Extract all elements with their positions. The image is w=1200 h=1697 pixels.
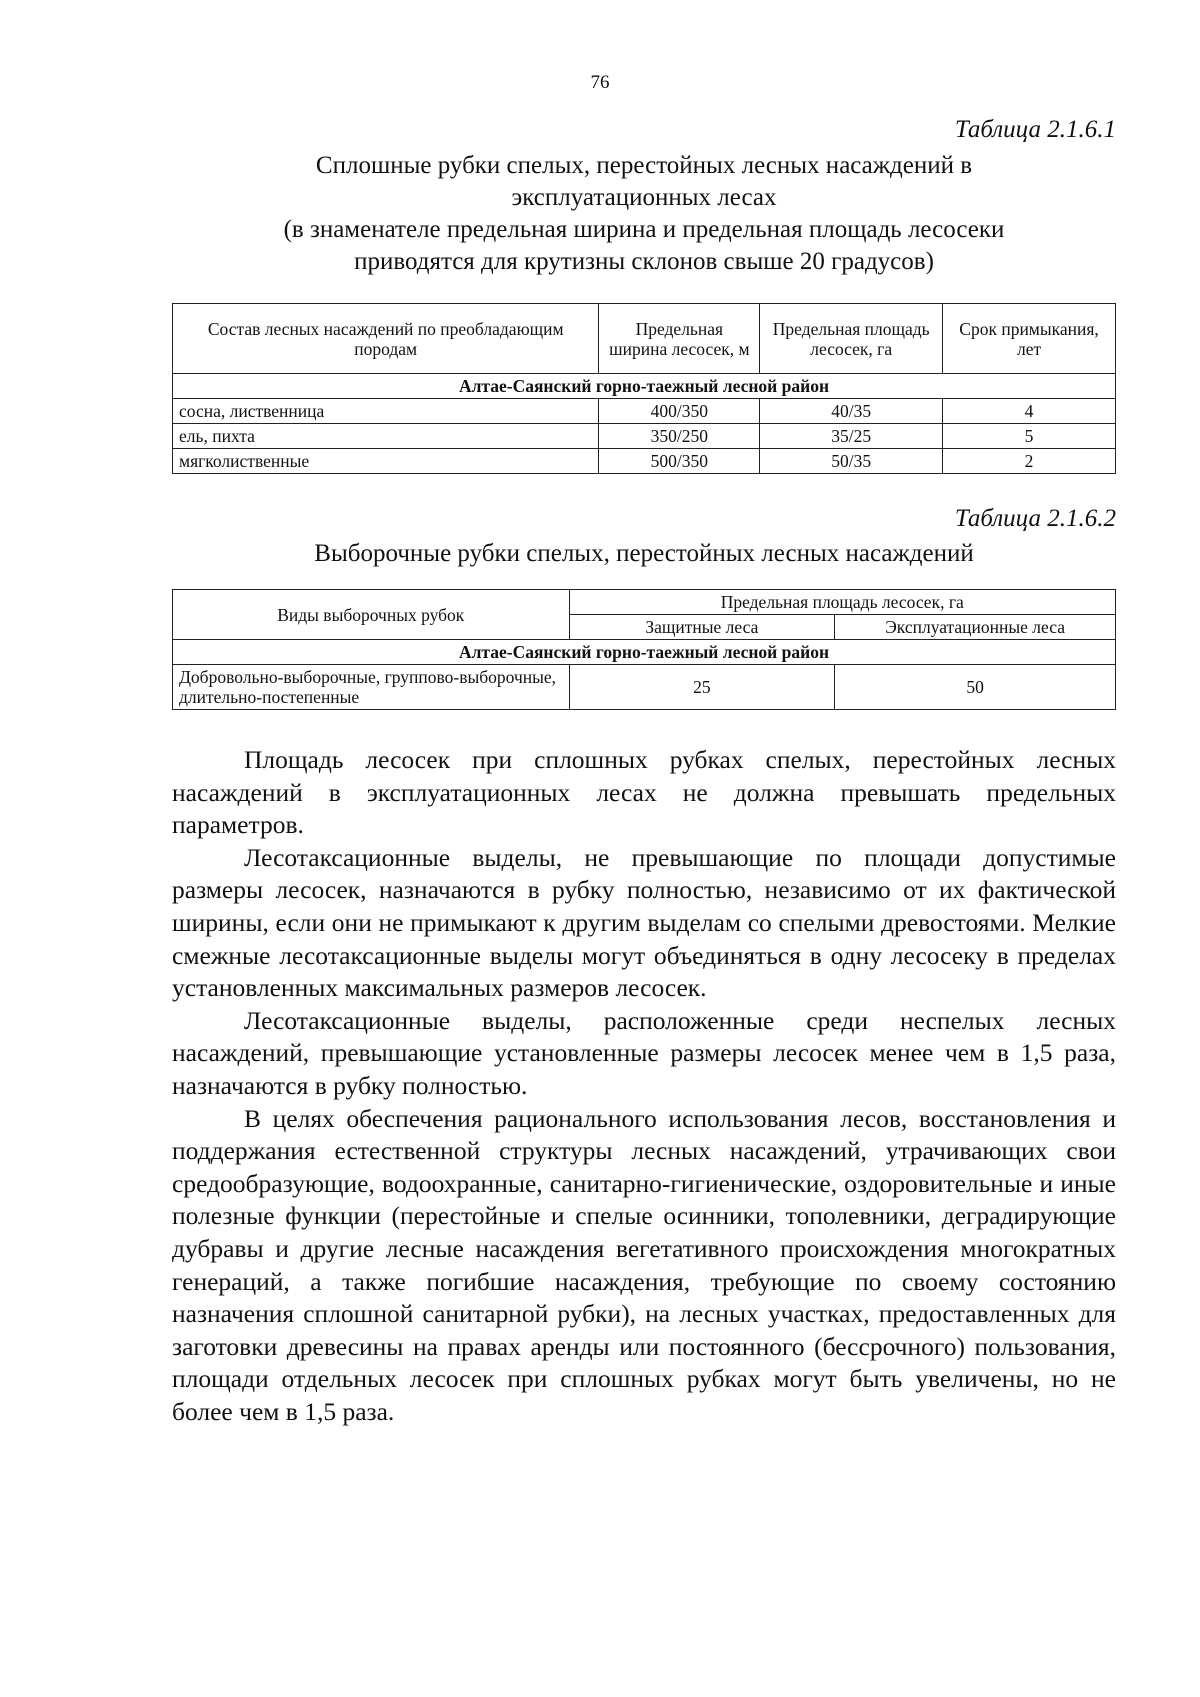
table-cell: 25 (569, 665, 835, 710)
table1-caption-line: (в знаменателе предельная ширина и предельная площадь лесосеки (283, 216, 1005, 243)
table1-header-area: Предельная площадь лесосек, га (760, 304, 943, 374)
table1-header-row (173, 304, 1116, 374)
table1-caption-line: Сплошные рубки спелых, перестойных лесных насаждений в (315, 152, 973, 179)
paragraph: Площадь лесосек при сплошных рубках спелых, перестойных лесных насаждений в эксплуатационных лесах не должна превышать предельных параметров. (172, 745, 1116, 840)
table2 (172, 589, 1116, 710)
table-cell: сосна, лиственница (173, 399, 599, 424)
table2-region-row (173, 640, 1116, 665)
table-cell: ель, пихта (173, 424, 599, 449)
table-cell: мягколиственные (173, 449, 599, 474)
table-cell: 2 (943, 449, 1116, 474)
table1-caption-line: эксплуатационных лесах (511, 184, 777, 211)
table2-header-exploitation: Эксплуатационные леса (835, 615, 1116, 640)
body-text (172, 744, 1116, 1428)
table2-region: Алтае-Саянский горно-таежный лесной район (173, 640, 1116, 665)
table2-header-area: Предельная площадь лесосек, га (569, 590, 1115, 615)
table-row (173, 665, 1116, 710)
table1-caption (172, 150, 1116, 278)
table1-region-row (173, 374, 1116, 399)
table-cell: 50 (835, 665, 1116, 710)
table1-header-term: Срок примыкания, лет (943, 304, 1116, 374)
table-cell: 4 (943, 399, 1116, 424)
table-cell: 500/350 (599, 449, 760, 474)
table2-header-protective: Защитные леса (569, 615, 835, 640)
table-cell: 50/35 (760, 449, 943, 474)
table1 (172, 303, 1116, 474)
page-number: 76 (590, 72, 610, 93)
table2-header-row (173, 590, 1116, 615)
table1-caption-line: приводятся для крутизны склонов свыше 20 градусов) (354, 248, 934, 275)
table-cell: Добровольно-выборочные, группово-выборочные, длительно-постепенные (173, 665, 570, 710)
table-row (173, 399, 1116, 424)
table1-region: Алтае-Саянский горно-таежный лесной район (173, 374, 1116, 399)
table2-label: Таблица 2.1.6.2 (954, 505, 1116, 532)
table2-header-types: Виды выборочных рубок (173, 590, 570, 640)
table-row (173, 449, 1116, 474)
table1-label: Таблица 2.1.6.1 (954, 116, 1116, 143)
table-cell: 35/25 (760, 424, 943, 449)
table1-header-composition: Состав лесных насаждений по преобладающим породам (173, 304, 599, 374)
table-cell: 5 (943, 424, 1116, 449)
paragraph: Лесотаксационные выделы, не превышающие по площади допустимые размеры лесосек, назначаются в рубку полностью, независимо от их фактической ширины, если они не примыкают к другим выделам со спелыми древостоями. Мелкие смежные лесотаксационные выделы могут объединяться в одну лесосеку в пределах установленных максимальных размеров лесосек. (172, 842, 1116, 1003)
table-row (173, 424, 1116, 449)
paragraph: Лесотаксационные выделы, расположенные среди неспелых лесных насаждений, превышающие установленные размеры лесосек менее чем в 1,5 раза, назначаются в рубку полностью. (172, 1005, 1116, 1100)
table-cell: 40/35 (760, 399, 943, 424)
table1-header-width: Предельная ширина лесосек, м (599, 304, 760, 374)
table2-caption: Выборочные рубки спелых, перестойных лесных насаждений (314, 540, 974, 567)
table-cell: 400/350 (599, 399, 760, 424)
table-cell: 350/250 (599, 424, 760, 449)
paragraph: В целях обеспечения рационального использования лесов, восстановления и поддержания естественной структуры лесных насаждений, утрачивающих свои средообразующие, водоохранные, санитарно-гигиенические, оздоровительные и иные полезные функции (перестойные и спелые осинники, тополевники, деградирующие дубравы и другие лесные насаждения вегетативного происхождения многократных генераций, а также погибшие насаждения, требующие по своему состоянию назначения сплошной санитарной рубки), на лесных участках, предоставленных для заготовки древесины на правах аренды или постоянного (бессрочного) пользования, площади отдельных лесосек при сплошных рубках могут быть увеличены, но не более чем в 1,5 раза. (172, 1103, 1116, 1426)
